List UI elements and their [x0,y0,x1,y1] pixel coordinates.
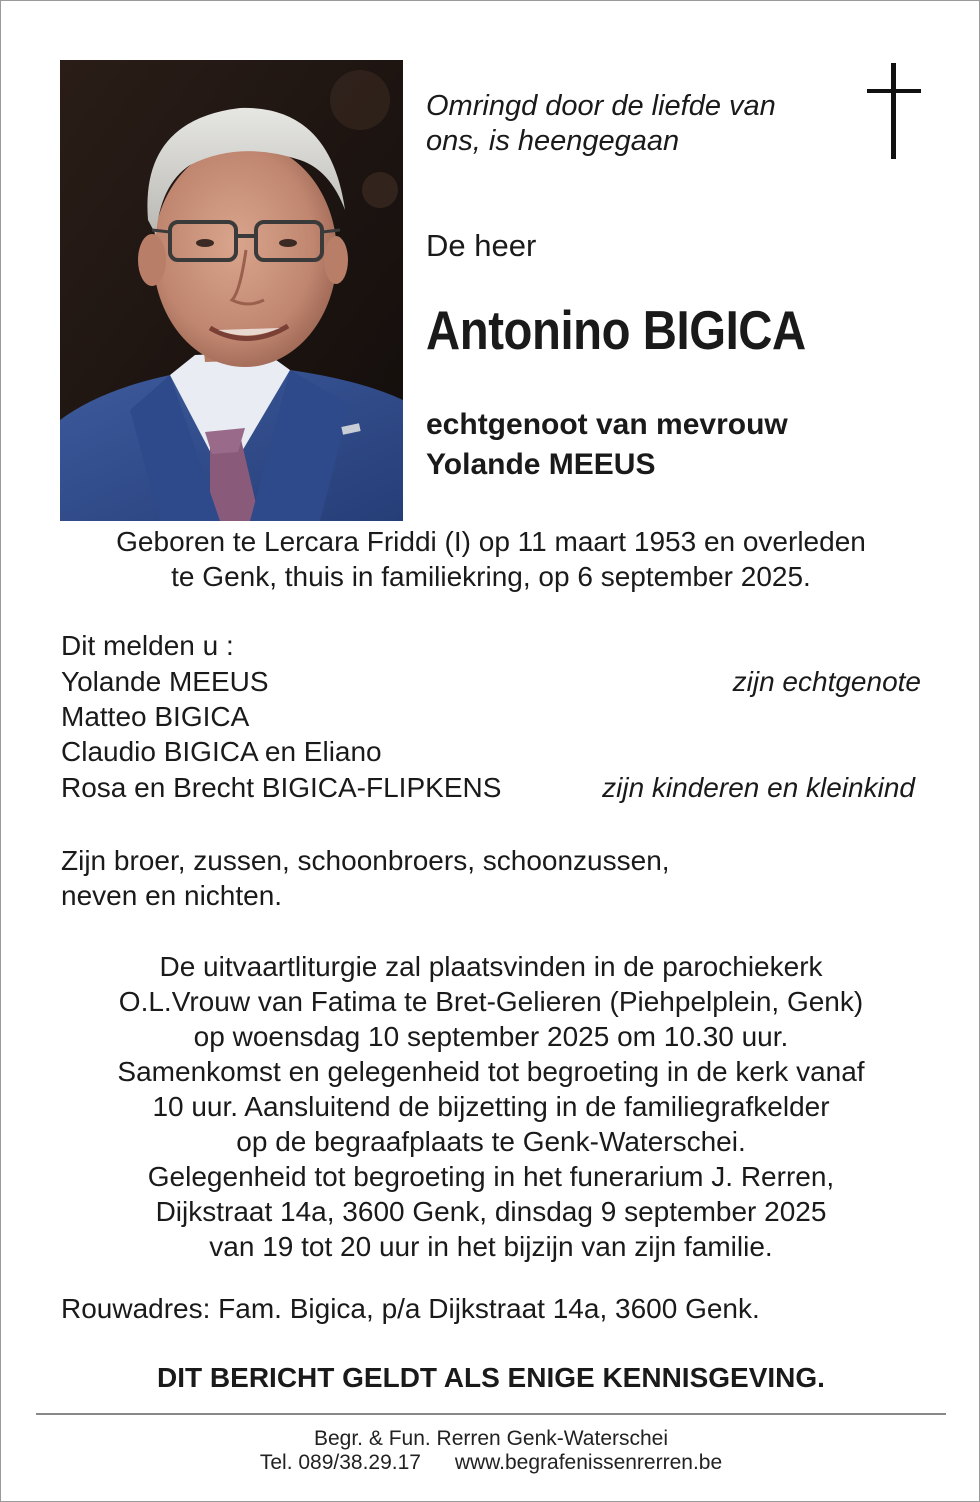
honorific: De heer [426,228,537,263]
deceased-name: Antonino BIGICA [426,299,806,361]
notice-statement: DIT BERICHT GELDT ALS ENIGE KENNISGEVING. [157,1362,825,1393]
mourner-relation: zijn kinderen en kleinkind [602,772,915,803]
funeral-home-website[interactable]: www.begrafenissenrerren.be [454,1451,723,1474]
intro-text [426,89,846,159]
extended-family [61,843,921,913]
announcement-title: Dit melden u : [61,630,234,661]
funeral-home-footer [1,1427,980,1475]
spouse-line-2: Yolande MEEUS [426,448,656,481]
portrait-photo [60,60,403,521]
mourner-relation: zijn echtgenote [732,666,921,697]
funeral-line: Dijkstraat 14a, 3600 Genk, dinsdag 9 september 2025 [155,1196,827,1227]
funeral-line: Gelegenheid tot begroeting in het funerarium J. Rerren, [147,1161,835,1192]
funeral-line: op woensdag 10 september 2025 om 10.30 uur. [193,1021,789,1052]
footer-divider [36,1413,946,1415]
spouse-line-1: echtgenoot van mevrouw [426,408,788,441]
cross-icon [867,63,921,159]
family-line-1: Zijn broer, zussen, schoonbroers, schoonzussen, [61,845,670,876]
funeral-line: O.L.Vrouw van Fatima te Bret-Gelieren (Piehpelplein, Genk) [118,986,864,1017]
birth-death-info [41,524,941,594]
mourner-name: Claudio BIGICA en Eliano [61,736,382,767]
family-line-2: neven en nichten. [61,880,283,911]
born-line-1: Geboren te Lercara Friddi (I) op 11 maart 1953 en overleden [116,526,866,557]
born-line-2: te Genk, thuis in familiekring, op 6 september 2025. [171,561,811,592]
mourner-name: Yolande MEEUS [61,666,269,697]
funeral-line: van 19 tot 20 uur in het bijzijn van zijn familie. [209,1231,773,1262]
mourner-name: Rosa en Brecht BIGICA-FLIPKENS [61,772,502,803]
funeral-line: De uitvaartliturgie zal plaatsvinden in de parochiekerk [159,951,823,982]
funeral-line: op de begraafplaats te Genk-Waterschei. [236,1126,746,1157]
funeral-details [41,949,941,1264]
intro-line-2: ons, is heengegaan [426,125,680,157]
mourner-name: Matteo BIGICA [61,701,250,732]
funeral-line: 10 uur. Aansluitend de bijzetting in de familiegrafkelder [152,1091,830,1122]
intro-line-1: Omringd door de liefde van [426,90,776,122]
mourning-address: Rouwadres: Fam. Bigica, p/a Dijkstraat 14a, 3600 Genk. [61,1293,760,1324]
spouse-info [426,405,788,485]
funeral-home-name: Begr. & Fun. Rerren Genk-Waterschei [313,1427,669,1450]
funeral-home-phone: Tel. 089/38.29.17 [259,1451,421,1474]
funeral-line: Samenkomst en gelegenheid tot begroeting in de kerk vanaf [117,1056,865,1087]
